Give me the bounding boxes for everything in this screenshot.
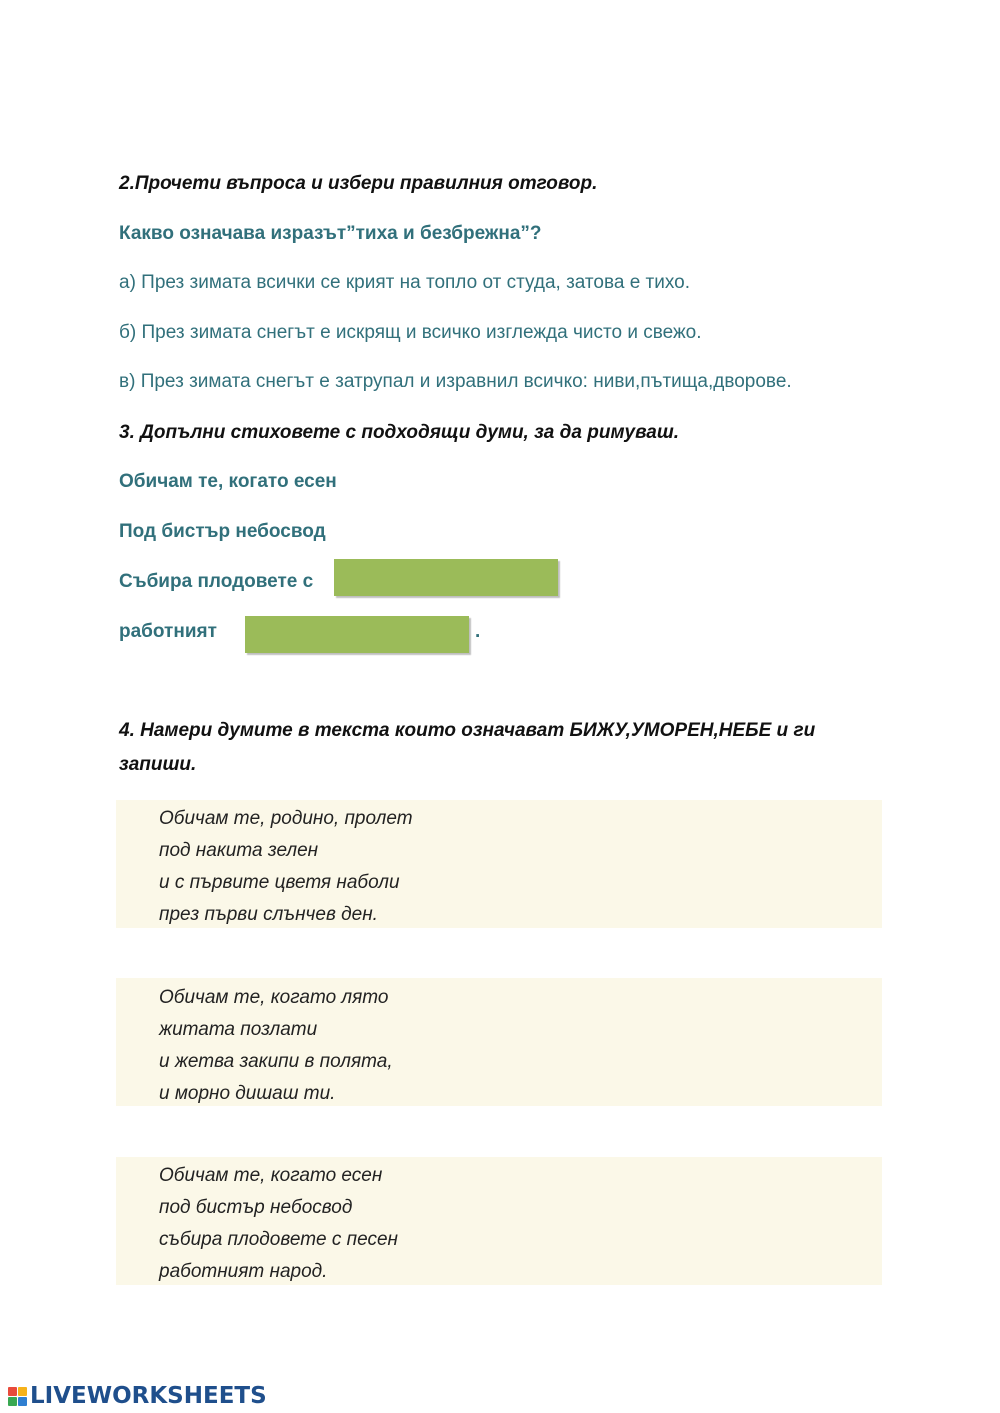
q3-answer-gap-1[interactable] [334, 559, 558, 596]
q3-line-1: Обичам те, когато есен [119, 471, 337, 492]
q4-title-line-2: запиши. [119, 754, 197, 775]
q3-title: 3. Допълни стиховете с подходящи думи, за да римуваш. [119, 422, 680, 443]
q2-title: 2.Прочети въпроса и избери правилния отговор. [119, 173, 598, 194]
stanza-line: Обичам те, родино, пролет [159, 808, 413, 829]
q4-title-line-1: 4. Намери думите в текста които означават БИЖУ,УМОРЕН,НЕБЕ и ги [119, 720, 816, 741]
poem-stanza-3 [116, 1157, 882, 1285]
q2-option-a[interactable]: а) През зимата всички се крият на топло от студа, затова е тихо. [119, 272, 691, 293]
stanza-line: под бистър небосвод [159, 1197, 353, 1218]
q3-line-4: работният [119, 621, 217, 642]
poem-stanza-2 [116, 978, 882, 1106]
liveworksheets-logo[interactable] [8, 1382, 267, 1410]
stanza-line: през първи слънчев ден. [159, 904, 378, 925]
q3-end-punct: . [475, 621, 481, 642]
liveworksheets-logo-icon [8, 1387, 27, 1406]
q2-option-c[interactable]: в) През зимата снегът е затрупал и изравнил всичко: ниви,пътища,дворове. [119, 371, 792, 392]
stanza-line: под накита зелен [159, 840, 319, 861]
logo-text: LIVEWORKSHEETS [30, 1383, 267, 1409]
stanza-line: събира плодовете с песен [159, 1229, 398, 1250]
q3-line-3: Събира плодовете с [119, 571, 314, 592]
stanza-line: и морно дишаш ти. [159, 1083, 336, 1104]
q2-option-b[interactable]: б) През зимата снегът е искрящ и всичко изглежда чисто и свежо. [119, 322, 702, 343]
stanza-line: работният народ. [159, 1261, 328, 1282]
q3-line-2: Под бистър небосвод [119, 521, 326, 542]
stanza-line: Обичам те, когато лято [159, 987, 389, 1008]
stanza-line: житата позлати [159, 1019, 318, 1040]
q2-question: Какво означава изразът”тиха и безбрежна”? [119, 223, 542, 244]
stanza-line: и жетва закипи в полята, [159, 1051, 393, 1072]
q3-answer-gap-2[interactable] [245, 616, 469, 653]
stanza-line: Обичам те, когато есен [159, 1165, 383, 1186]
poem-stanza-1 [116, 800, 882, 928]
stanza-line: и с първите цветя наболи [159, 872, 400, 893]
